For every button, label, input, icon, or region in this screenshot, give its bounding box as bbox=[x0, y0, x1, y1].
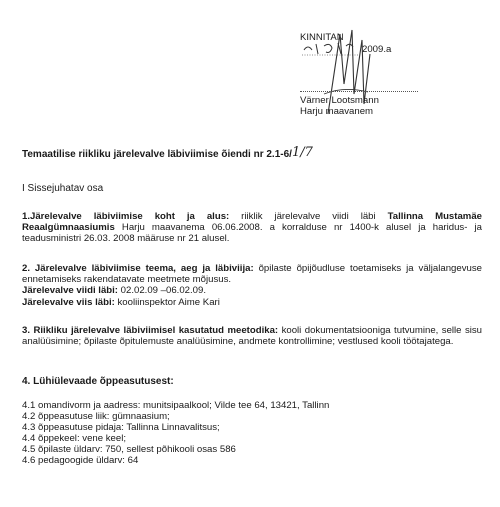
approval-date-suffix: 2009.a bbox=[362, 44, 392, 55]
signature-line bbox=[300, 91, 418, 92]
list-item: 4.5 õpilaste üldarv: 750, sellest põhikooli osas 586 bbox=[22, 444, 236, 455]
supervision-dates-label: Järelevalve viidi läbi: bbox=[22, 285, 118, 297]
list-item: 4.4 õppekeel: vene keel; bbox=[22, 433, 127, 444]
paragraph-methodology bbox=[22, 325, 482, 347]
paragraph-topic bbox=[22, 263, 482, 308]
paragraph-1-text-b: Harju maavanema 06.06.2008. a korralduse nr 1400-k alusel ja haridus- ja teadusministri 26.03. 2008 määruse nr 21 alusel. bbox=[22, 222, 482, 245]
approver-role: Harju maavanem bbox=[300, 106, 374, 117]
section-heading-overview: 4. Lühiülevaade õppeasutusest: bbox=[22, 376, 174, 387]
school-name: Tallinna Mustamäe Reaalgümnaasiumis bbox=[22, 211, 482, 234]
paragraph-1-text-a: riiklik järelevalve viidi läbi bbox=[229, 211, 388, 222]
list-item: 4.6 pedagoogide üldarv: 64 bbox=[22, 455, 139, 466]
paragraph-3-label: 3. Riikliku järelevalve läbiviimisel kasutatud meetodika: bbox=[22, 325, 279, 336]
paragraph-1-label: 1.Järelevalve läbiviimise koht ja alus: bbox=[22, 211, 230, 222]
paragraph-2-text: õpilaste õpijõudluse toetamiseks ja väljalangevuse ennetamiseks rakendatavate meetmete mõjusus. bbox=[22, 263, 482, 286]
list-item: 4.3 õppeasutuse pidaja: Tallinna Linnavalitsus; bbox=[22, 422, 220, 433]
section-heading-intro: I Sissejuhatav osa bbox=[22, 183, 104, 194]
list-item: 4.1 omandivorm ja aadress: munitsipaalkool; Vilde tee 64, 13421, Tallinn bbox=[22, 400, 330, 411]
approval-title: KINNITAN bbox=[300, 32, 344, 43]
paragraph-basis bbox=[22, 211, 482, 245]
approver-name: Värner Lootsmann bbox=[300, 95, 379, 106]
supervision-dates-value: 02.02.09 –06.02.09. bbox=[118, 285, 207, 297]
inspector-value: kooliinspektor Aime Kari bbox=[114, 296, 220, 308]
document-title bbox=[22, 145, 313, 160]
document-number-handwritten: 1/7 bbox=[291, 145, 313, 160]
paragraph-2-label: 2. Järelevalve läbiviimise teema, aeg ja läbiviija: bbox=[22, 263, 254, 274]
paragraph-3-text: kooli dokumentatsiooniga tutvumine, selle sisu analüüsimine; õpilaste õpitulemuste analüüsimine, andmete kontrollimine; vestlused kooli töötajatega. bbox=[22, 325, 483, 348]
list-item: 4.2 õppeasutuse liik: gümnaasium; bbox=[22, 411, 170, 422]
inspector-label: Järelevalve viis läbi: bbox=[22, 296, 115, 308]
document-title-text: Temaatilise riikliku järelevalve läbiviimise õiendi nr 2.1-6/ bbox=[22, 149, 292, 160]
